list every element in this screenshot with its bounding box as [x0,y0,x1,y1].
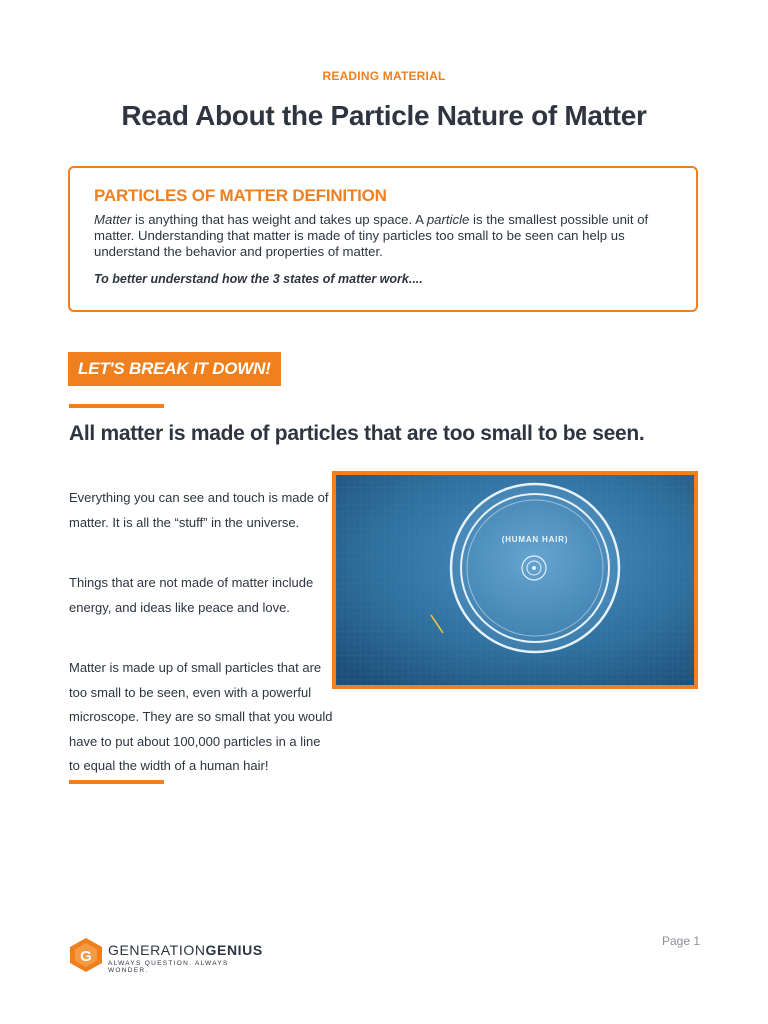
page-number: Page 1 [662,934,701,948]
definition-text-part1: is anything that has weight and takes up space. A [131,212,427,227]
term-matter: Matter [94,212,132,227]
logo-mark-icon [68,937,104,973]
particle-dot [532,566,536,570]
paragraph-3-text: Matter is made up of small particles that are too small to be seen, even with a powerful microscope. They are so small that you would have to put about 100,000 particles in a line to equal the width of a human hair! [69,660,333,773]
figure-label: (HUMAN HAIR) [501,535,569,544]
definition-heading: PARTICLES OF MATTER DEFINITION [94,186,387,205]
definition-text [94,212,672,260]
brand-name-first: GENERATION [108,942,206,958]
brand-name-second: GENIUS [205,942,263,958]
definition-cta: To better understand how the 3 states of matter work.... [94,272,423,286]
reading-material-label: READING MATERIAL [322,69,446,83]
divider-bottom [69,780,164,784]
section-heading: All matter is made of particles that are too small to be seen. [69,422,645,445]
brand-tagline: ALWAYS QUESTION. ALWAYS WONDER. [108,960,229,974]
paragraph-2: Things that are not made of matter include energy, and ideas like peace and love. [69,575,314,615]
human-hair-illustration [336,475,694,685]
page-title: Read About the Particle Nature of Matter [121,100,647,131]
logo-letter: G [80,948,92,965]
paragraph-1: Everything you can see and touch is made of matter. It is all the “stuff” in the universe. [69,490,329,530]
divider-top [69,404,164,408]
break-it-down-banner: LET'S BREAK IT DOWN! [68,352,281,386]
definition-box [68,166,698,312]
definition-text-part2: is the smallest possible unit of matter. Understanding that matter is made of tiny particles too small to be seen can help us understand the behavior and properties of matter. [94,212,649,259]
term-particle: particle [426,212,470,227]
brand-name [108,942,263,958]
human-hair-figure [332,471,698,689]
generation-genius-logo [68,935,268,975]
